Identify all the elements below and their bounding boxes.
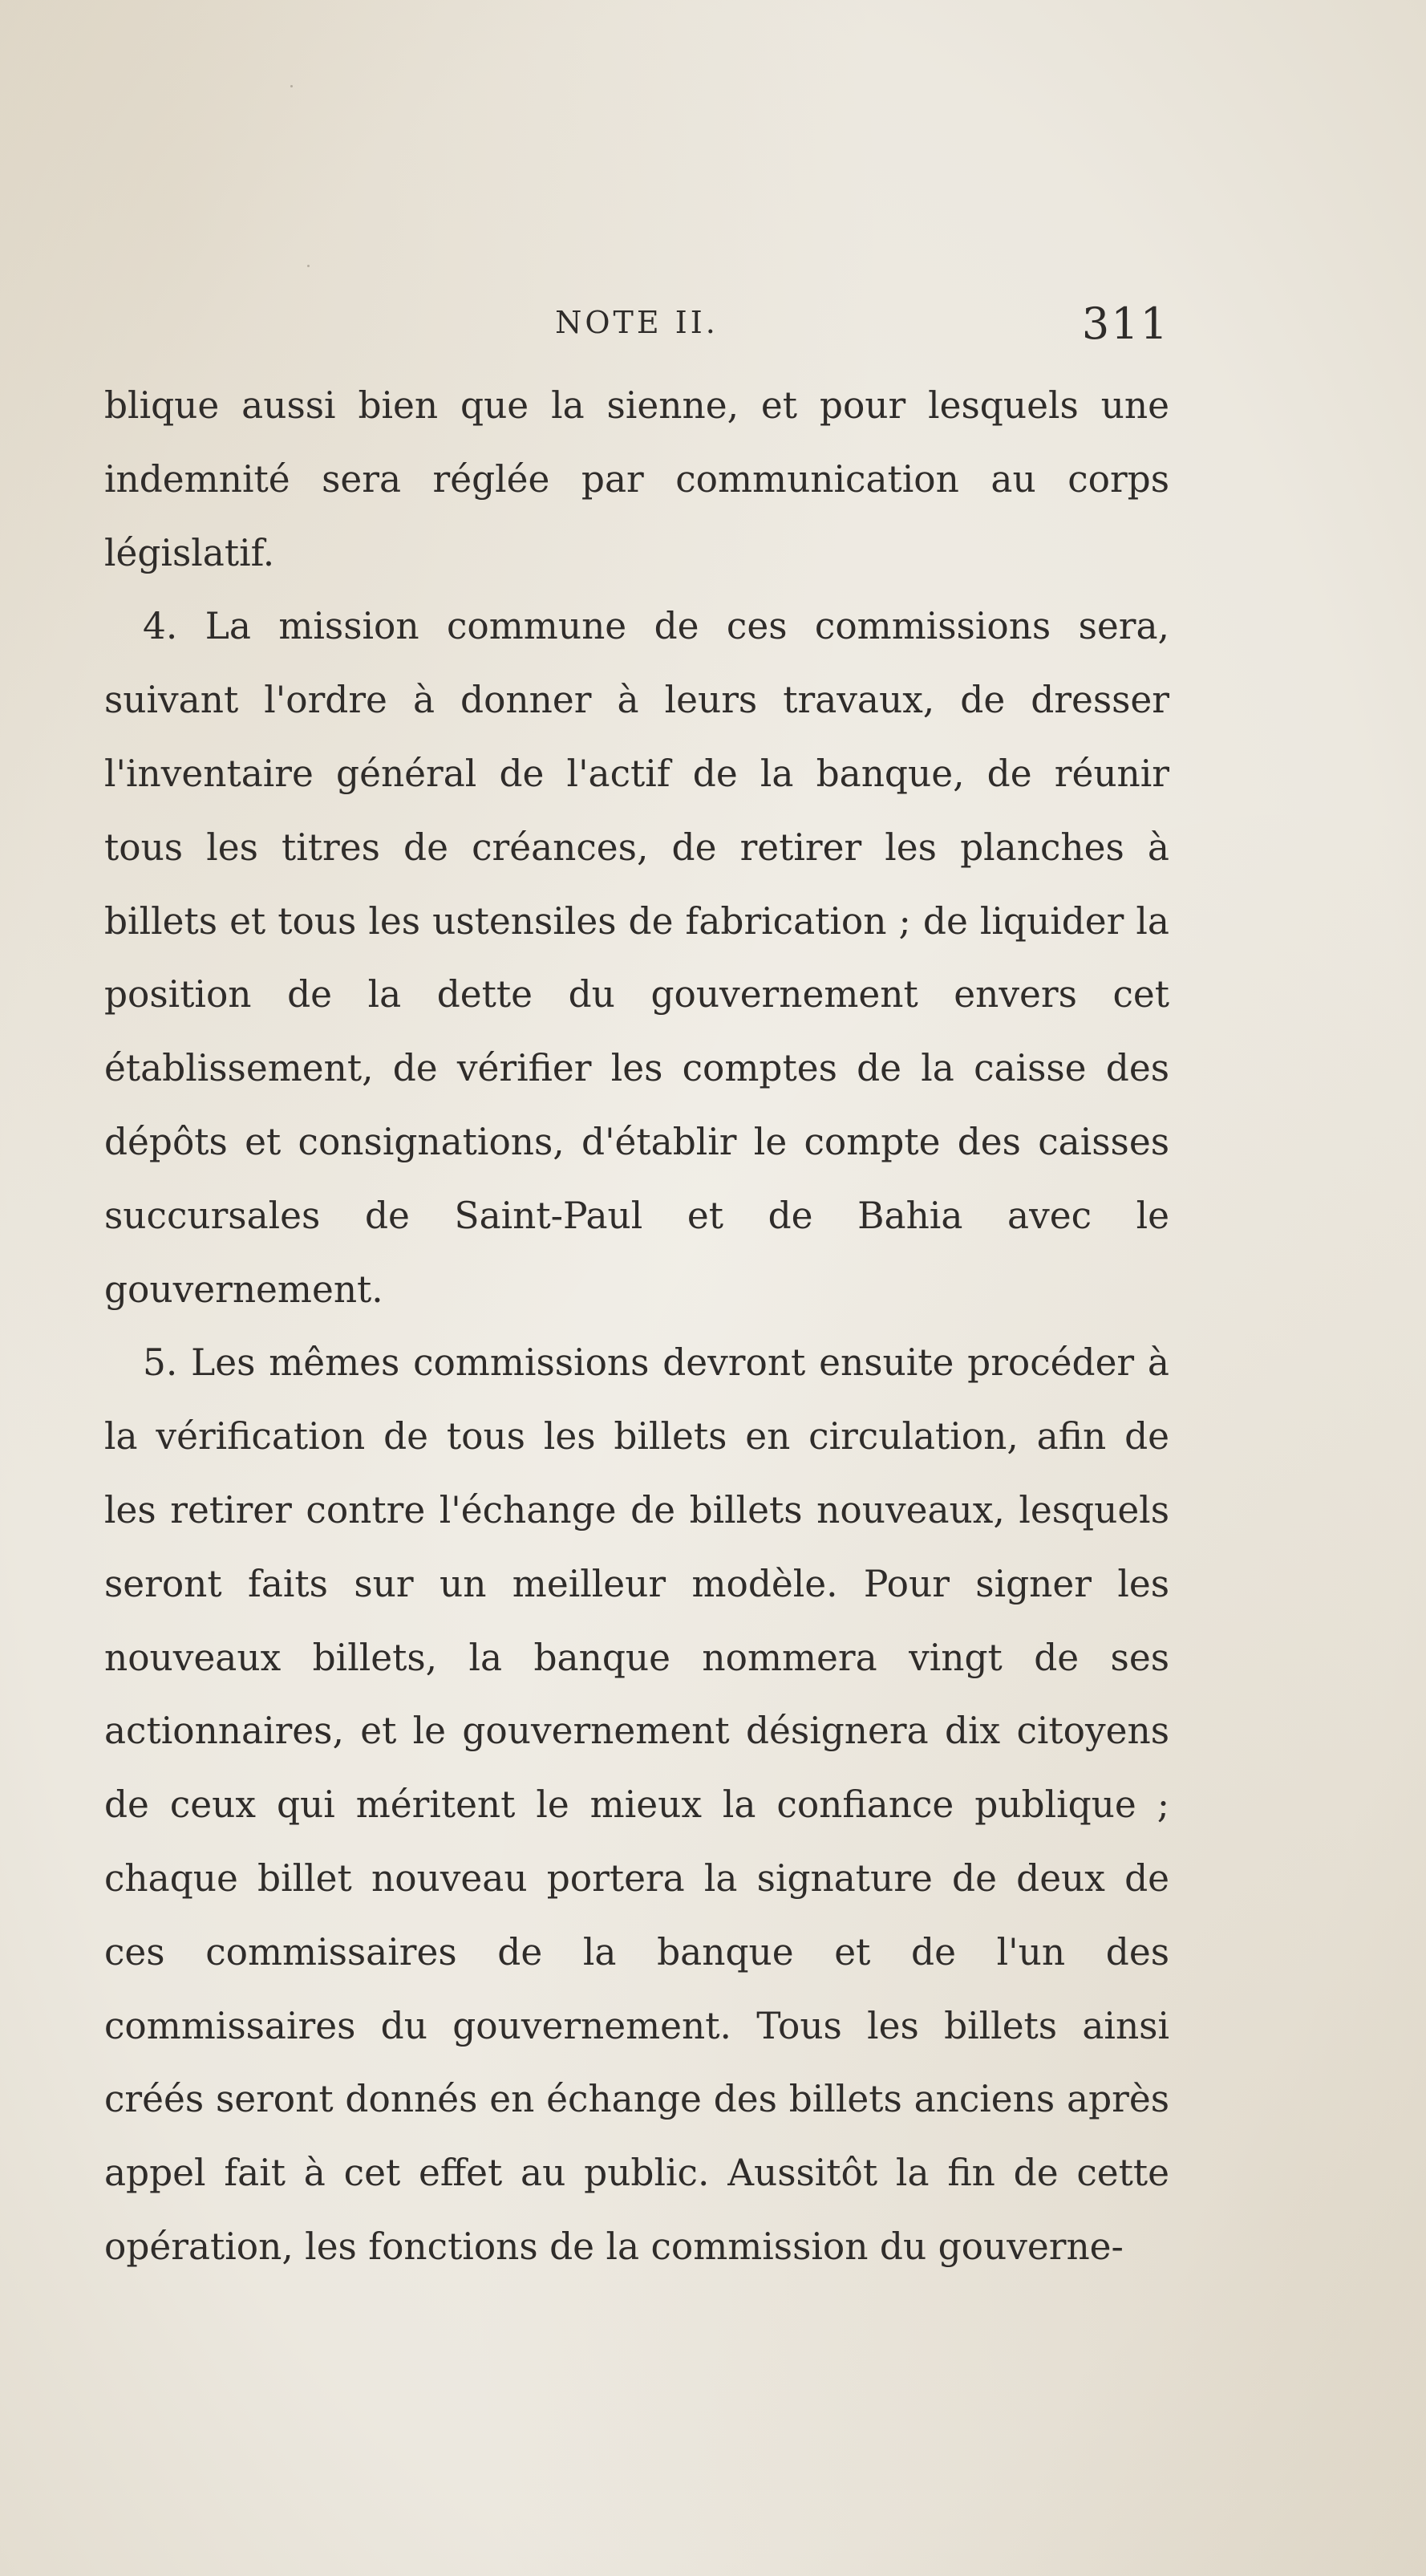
paragraph-4 (104, 590, 1169, 1326)
body-text (104, 369, 1169, 2284)
paragraph-text: blique aussi bien que la sienne, et pour lesquels une indemnité sera réglée par communication au corps législatif. (104, 384, 1169, 574)
paragraph-text: Les mêmes commissions devront ensuite procéder à la vérification de tous les billets en circulation, afin de les retirer contre l'échange de billets nouveaux, lesquels seront faits sur un meilleur modèle. Pour signer les nouveaux billets, la banque nommera vingt de ses actionnaires, et le gouvernement désignera dix citoyens de ceux qui méritent le mieux la confiance publique ; chaque billet nouveau portera la signature de deux de ces commissaires de la banque et de l'un des commissaires du gouvernement. Tous les billets ainsi créés seront donnés en échange des billets anciens après appel fait à cet effet au public. Aussitôt la fin de cette opération, les fonctions de la commission du gouverne- (104, 1341, 1169, 2268)
paper-speck (290, 85, 293, 87)
paragraph-number: 5. (143, 1341, 178, 1385)
paragraph-number: 4. (143, 605, 178, 648)
page-number: 311 (1081, 298, 1169, 349)
page-header (104, 298, 1169, 361)
paragraph-text: La mission commune de ces commissions sera, suivant l'ordre à donner à leurs travaux, de dresser l'inventaire général de l'actif de la banque, de réunir tous les titres de créances, de retirer les planches à billets et tous les ustensiles de fabrication ; de liquider la position de la dette du gouvernement envers cet établissement, de vérifier les comptes de la caisse des dépôts et consignations, d'établir le compte des caisses succursales de Saint-Paul et de Bahia avec le gouvernement. (104, 605, 1169, 1311)
paper-speck (307, 265, 310, 267)
paragraph-continued (104, 369, 1169, 590)
paragraph-5 (104, 1326, 1169, 2283)
running-title: NOTE II. (555, 305, 719, 340)
